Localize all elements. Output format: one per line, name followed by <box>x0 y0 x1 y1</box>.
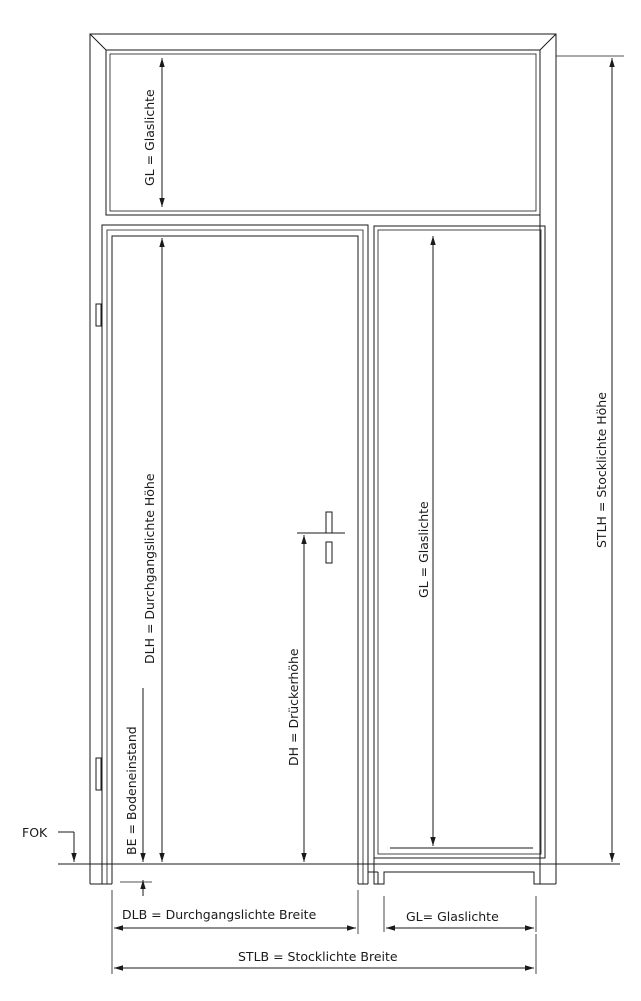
be-label: BE = Bodeneinstand <box>124 726 139 855</box>
stlb-label: STLB = Stocklichte Breite <box>238 949 398 964</box>
gl-bottom-label: GL= Glaslichte <box>406 909 499 924</box>
transom-glazing <box>106 50 540 215</box>
dh-label: DH = Drückerhöhe <box>286 648 301 766</box>
dlb-label: DLB = Durchgangslichte Breite <box>122 907 317 922</box>
hinge-top <box>96 304 101 326</box>
fok-label: FOK <box>22 825 48 840</box>
gl-side-label: GL = Glaslichte <box>416 501 431 598</box>
side-glazing <box>374 226 545 884</box>
outer-frame <box>90 34 556 884</box>
gl-top-label: GL = Glaslichte <box>142 89 157 186</box>
dlh-label: DLH = Durchgangslichte Höhe <box>142 473 157 664</box>
stlh-label: STLH = Stocklichte Höhe <box>594 392 609 548</box>
fok-leader <box>58 832 74 862</box>
hinge-bottom <box>96 758 101 790</box>
